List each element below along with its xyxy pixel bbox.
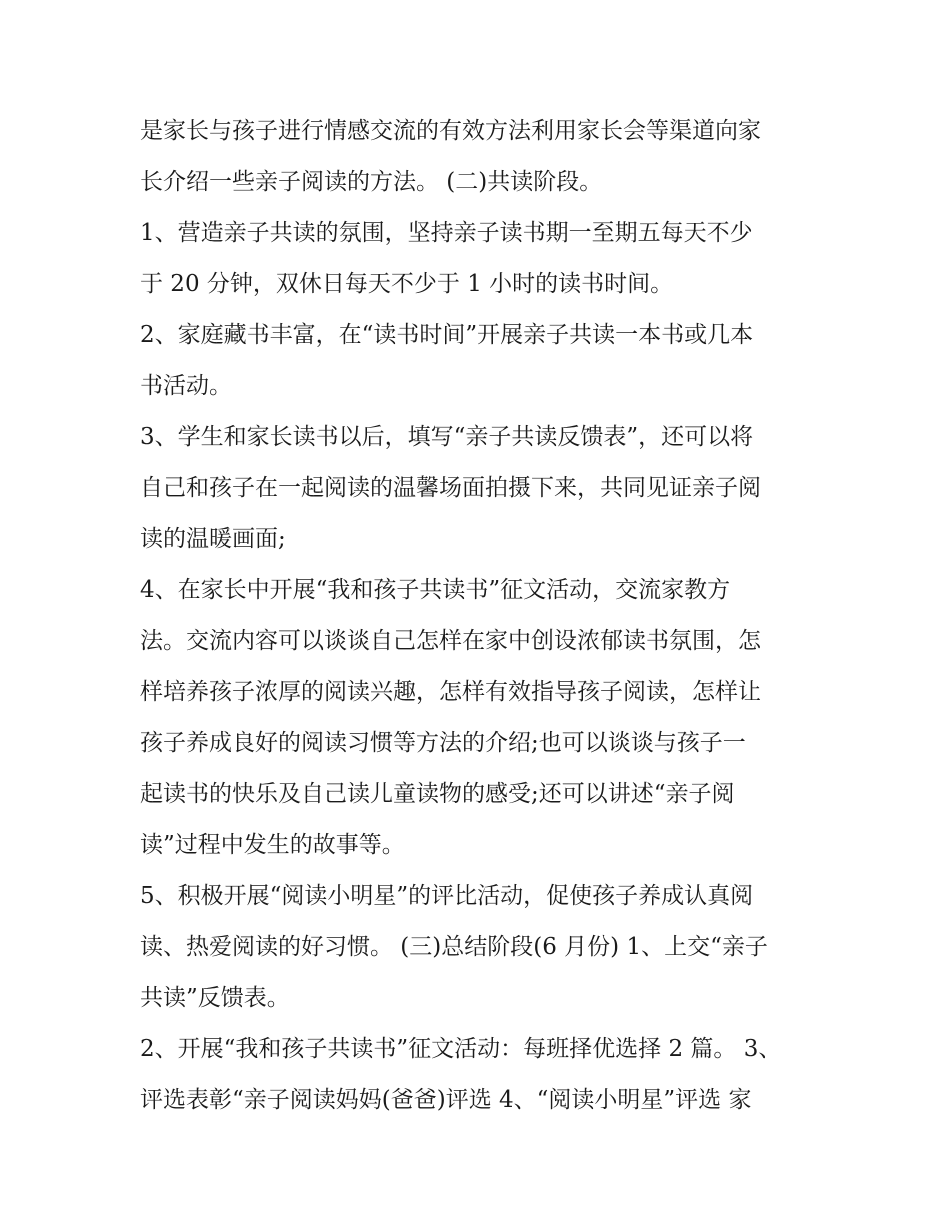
text-line: 孩子养成良好的阅读习惯等方法的介绍;也可以谈谈与孩子一 bbox=[140, 730, 746, 756]
text-line: 1、营造亲子共读的氛围，坚持亲子读书期一至期五每天不少 bbox=[140, 220, 753, 246]
text-line: 样培养孩子浓厚的阅读兴趣，怎样有效指导孩子阅读，怎样让 bbox=[140, 679, 761, 705]
text-line: 法。交流内容可以谈谈自己怎样在家中创设浓郁读书氛围，怎 bbox=[140, 628, 761, 654]
text-line: 4、在家长中开展“我和孩子共读书”征文活动，交流家教方 bbox=[140, 577, 731, 603]
text-line: 起读书的快乐及自己读儿童读物的感受;还可以讲述“亲子阅 bbox=[140, 781, 735, 807]
text-line: 共读”反馈表。 bbox=[140, 985, 290, 1011]
text-line: 读”过程中发生的故事等。 bbox=[140, 832, 405, 858]
text-line: 评选表彰“亲子阅读妈妈(爸爸)评选 4、“阅读小明星”评选 家 bbox=[140, 1087, 752, 1113]
text-line: 长介绍一些亲子阅读的方法。 (二)共读阶段。 bbox=[140, 169, 603, 195]
text-line: 2、开展“我和孩子共读书”征文活动：每班择优选择 2 篇。 3、 bbox=[140, 1036, 782, 1062]
text-line: 书活动。 bbox=[140, 373, 232, 399]
text-line: 3、学生和家长读书以后，填写“亲子共读反馈表”，还可以将 bbox=[140, 424, 754, 450]
text-line: 读、热爱阅读的好习惯。 (三)总结阶段(6 月份) 1、上交“亲子 bbox=[140, 934, 768, 960]
text-line: 是家长与孩子进行情感交流的有效方法利用家长会等渠道向家 bbox=[140, 118, 761, 144]
text-line: 自己和孩子在一起阅读的温馨场面拍摄下来，共同见证亲子阅 bbox=[140, 475, 761, 501]
text-line: 2、家庭藏书丰富，在“读书时间”开展亲子共读一本书或几本 bbox=[140, 322, 754, 348]
text-line: 5、积极开展“阅读小明星”的评比活动，促使孩子养成认真阅 bbox=[140, 883, 754, 909]
text-line: 于 20 分钟，双休日每天不少于 1 小时的读书时间。 bbox=[140, 271, 674, 297]
text-line: 读的温暖画面; bbox=[140, 526, 286, 552]
document-body bbox=[140, 106, 820, 1126]
